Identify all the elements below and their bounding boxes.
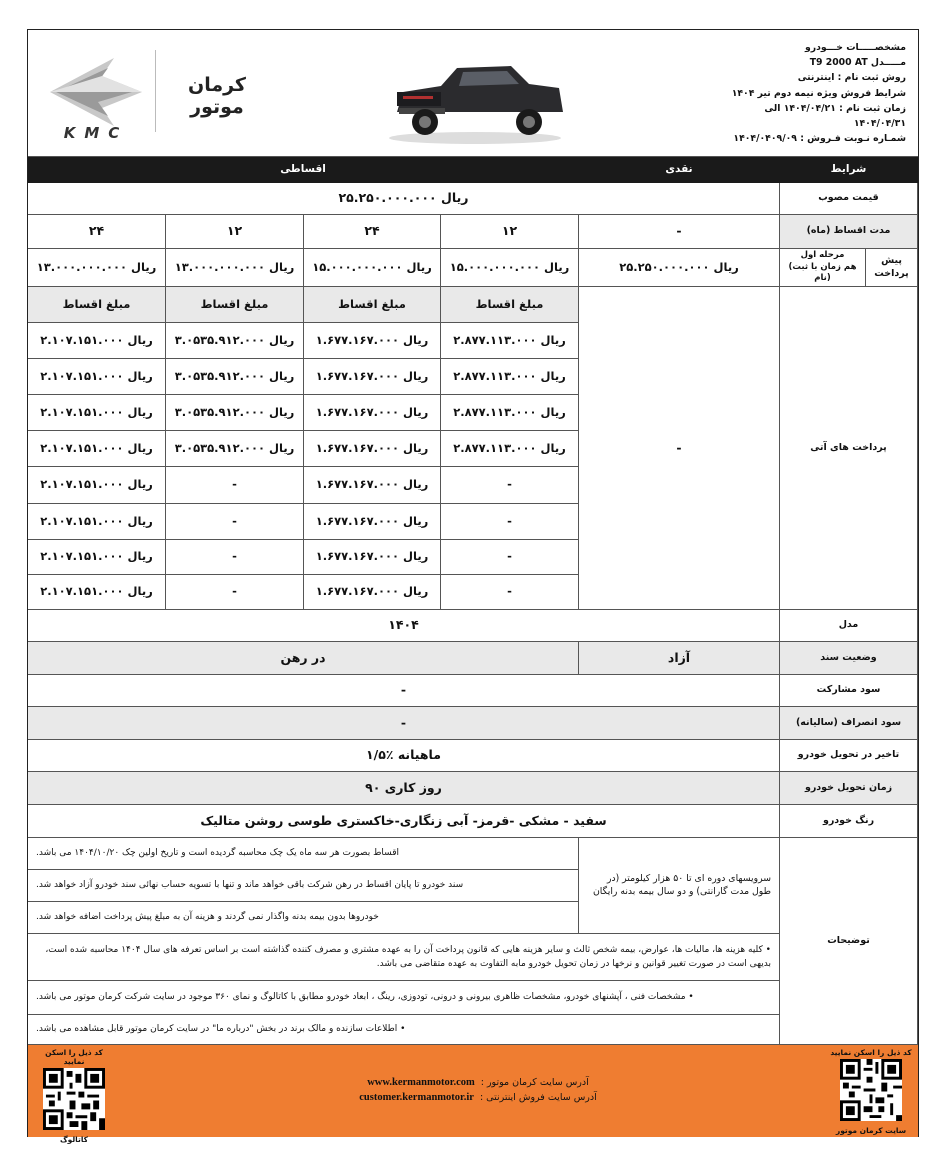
label-delivery-delay: تاخیر در تحویل خودرو <box>780 740 918 772</box>
installment-amount-r8-c2: ۱.۶۷۷.۱۶۷.۰۰۰ ریال <box>304 575 441 610</box>
kmc-wordmark: KMC <box>63 124 129 142</box>
site-scan-label: کد ذیل را اسکن نمایید <box>830 1048 912 1057</box>
label-stage-one <box>780 249 866 287</box>
installment-amount-r2-c1: ۲.۸۷۷.۱۱۳.۰۰۰ ریال <box>441 359 579 395</box>
installment-amount-r4-c1: ۲.۸۷۷.۱۱۳.۰۰۰ ریال <box>441 431 579 467</box>
note-costs: • کلیه هزینه ها، مالیات ها، عوارض، بیمه شخص ثالث و سایر هزینه هایی که قانون پرداخت آن را به عهده مشتری و مصرف کننده گذاشته است بر اساس تعرفه های سال ۱۴۰۴ محاسبه شده است، بدیهی است در صورت تغییر قوانین و نرخها در زمان تحویل خودرو مابه التفاوت به عهده متقاضی می باشد. <box>28 934 780 981</box>
shop-label: آدرس سایت فروش اینترنتی : <box>479 1092 597 1103</box>
label-prepayment: پیش پرداخت <box>866 249 918 287</box>
stage-one-note: (هم زمان با ثبت نام) <box>788 261 857 284</box>
amount-header-3: مبلغ اقساط <box>166 287 304 323</box>
value-participation-profit: - <box>28 675 780 707</box>
installment-amount-r8-c3: - <box>166 575 304 610</box>
label-installment-term: مدت اقساط (ماه) <box>780 215 918 249</box>
catalog-qr-block <box>34 1048 114 1144</box>
label-approved-price: قیمت مصوب <box>780 183 918 215</box>
spec-sale-number: شمـاره نـوبت فـروش : ۱۴۰۴/۰۴۰۹/۰۹ <box>733 133 906 145</box>
label-explanations: توضیحات <box>780 838 918 1045</box>
installment-amount-r4-c2: ۱.۶۷۷.۱۶۷.۰۰۰ ریال <box>304 431 441 467</box>
spec-title: مشخصـــــات خـــودرو <box>805 42 906 53</box>
prepayment-cash: ۲۵.۲۵۰.۰۰۰.۰۰۰ ریال <box>579 249 780 287</box>
site-address-row <box>328 1075 628 1090</box>
installment-amount-r5-c4: ۲.۱۰۷.۱۵۱.۰۰۰ ریال <box>28 467 166 504</box>
logo-divider <box>155 50 156 132</box>
installment-amount-r3-c3: ۳.۰۵۳۵.۹۱۲.۰۰۰ ریال <box>166 395 304 431</box>
prepayment-4: ۱۳.۰۰۰.۰۰۰.۰۰۰ ریال <box>28 249 166 287</box>
kmc-logo <box>42 48 150 140</box>
installment-amount-r6-c4: ۲.۱۰۷.۱۵۱.۰۰۰ ریال <box>28 504 166 540</box>
deed-installment: در رهن <box>28 642 579 675</box>
amount-header-1: مبلغ اقساط <box>441 287 579 323</box>
value-cancellation-profit: - <box>28 707 780 740</box>
note-specifications: • مشخصات فنی ، آپشنهای خودرو، مشخصات ظاهری بیرونی و درونی، تودوزی، رینگ ، ابعاد خودرو مطابق با کاتالوگ و نمای ۳۶۰ موجود در سایت شرکت کرمان موتور می باشد. <box>28 981 780 1015</box>
installment-amount-r1-c3: ۳.۰۵۳۵.۹۱۲.۰۰۰ ریال <box>166 323 304 359</box>
label-car-color: رنگ خودرو <box>780 805 918 838</box>
note-services: سرویسهای دوره ای تا ۵۰ هزار کیلومتر (در طول مدت گارانتی) و دو سال بیمه بدنه رایگان <box>579 838 780 934</box>
installment-amount-r1-c4: ۲.۱۰۷.۱۵۱.۰۰۰ ریال <box>28 323 166 359</box>
term-3: ۱۲ <box>166 215 304 249</box>
installment-amount-r6-c1: - <box>441 504 579 540</box>
installment-amount-r3-c1: ۲.۸۷۷.۱۱۳.۰۰۰ ریال <box>441 395 579 431</box>
label-participation-profit: سود مشارکت <box>780 675 918 707</box>
installment-amount-r2-c2: ۱.۶۷۷.۱۶۷.۰۰۰ ریال <box>304 359 441 395</box>
installment-amount-r6-c3: - <box>166 504 304 540</box>
amount-header-4: مبلغ اقساط <box>28 287 166 323</box>
term-cash: - <box>579 215 780 249</box>
header-area <box>28 30 918 157</box>
term-1: ۱۲ <box>441 215 579 249</box>
label-future-payments: پرداخت های آتی <box>780 287 918 610</box>
catalog-qr-code[interactable] <box>43 1068 105 1130</box>
spec-model: مـــــدل T9 2000 AT <box>809 57 906 69</box>
spec-method: روش ثبت نام : اینترنتی <box>797 72 906 84</box>
spec-registration-time: زمان ثبت نام : ۱۴۰۴/۰۴/۲۱ الی ۱۴۰۴/۰۴/۳۱ <box>764 102 906 130</box>
value-car-colors: سفید - مشکی -قرمز- آبی زنگاری-خاکستری طوسی روشن متالیک <box>28 805 780 838</box>
note-manufacturer-info: • اطلاعات سازنده و مالک برند در بخش "درباره ما" در سایت کرمان موتور قابل مشاهده می باشد. <box>28 1015 780 1045</box>
spec-conditions: شرایط فروش ویژه نیمه دوم تیر ۱۴۰۴ <box>731 87 906 99</box>
label-deed-status: وضعیت سند <box>780 642 918 675</box>
shop-address-row <box>328 1090 628 1105</box>
site-qr-block <box>828 1048 914 1135</box>
catalog-scan-label: کد ذیل را اسکن نمایید <box>45 1048 103 1066</box>
installment-amount-r7-c2: ۱.۶۷۷.۱۶۷.۰۰۰ ریال <box>304 540 441 575</box>
installment-amount-r1-c2: ۱.۶۷۷.۱۶۷.۰۰۰ ریال <box>304 323 441 359</box>
footer <box>28 1045 918 1144</box>
label-delivery-time: زمان تحویل خودرو <box>780 772 918 805</box>
installment-amount-r6-c2: ۱.۶۷۷.۱۶۷.۰۰۰ ریال <box>304 504 441 540</box>
note-deed-release: سند خودرو تا پایان اقساط در رهن شرکت باقی خواهد ماند و تنها با تسویه حساب نهائی سند خودرو آزاد خواهد شد. <box>28 870 579 902</box>
installment-amount-r7-c3: - <box>166 540 304 575</box>
installment-amount-r5-c2: ۱.۶۷۷.۱۶۷.۰۰۰ ریال <box>304 467 441 504</box>
shop-url[interactable]: customer.kermanmotor.ir <box>359 1092 474 1103</box>
catalog-caption: کاتالوگ <box>59 1135 88 1144</box>
label-cancellation-profit: سود انصراف (سالیانه) <box>780 707 918 740</box>
footer-addresses <box>328 1075 628 1105</box>
value-delivery-delay: ۱/۵٪ ماهیانه <box>28 740 780 772</box>
prepayment-3: ۱۳.۰۰۰.۰۰۰.۰۰۰ ریال <box>166 249 304 287</box>
value-model: ۱۴۰۴ <box>28 610 780 642</box>
site-qr-code[interactable] <box>840 1059 902 1121</box>
spec-block <box>716 40 906 146</box>
installment-amount-r5-c3: - <box>166 467 304 504</box>
future-cash: - <box>579 287 780 610</box>
installment-amount-r4-c3: ۳.۰۵۳۵.۹۱۲.۰۰۰ ریال <box>166 431 304 467</box>
term-2: ۲۴ <box>304 215 441 249</box>
installment-amount-r5-c1: - <box>441 467 579 504</box>
pickup-truck-image <box>383 46 568 146</box>
site-caption: سایت کرمان موتور <box>835 1126 907 1135</box>
term-4: ۲۴ <box>28 215 166 249</box>
stage-one-title: مرحله اول <box>800 250 845 261</box>
hdr-conditions: شرایط <box>780 157 918 183</box>
company-name: کرمان موتور <box>188 74 246 118</box>
installment-amount-r8-c1: - <box>441 575 579 610</box>
installment-amount-r8-c4: ۲.۱۰۷.۱۵۱.۰۰۰ ریال <box>28 575 166 610</box>
note-body-insurance: خودروها بدون بیمه بدنه واگذار نمی گردند و هزینه آن به مبلغ پیش پرداخت اضافه خواهد شد. <box>28 902 579 934</box>
installment-amount-r7-c4: ۲.۱۰۷.۱۵۱.۰۰۰ ریال <box>28 540 166 575</box>
hdr-installment: اقساطی <box>28 157 579 183</box>
installment-amount-r2-c3: ۳.۰۵۳۵.۹۱۲.۰۰۰ ریال <box>166 359 304 395</box>
amount-header-2: مبلغ اقساط <box>304 287 441 323</box>
hdr-cash: نقدی <box>579 157 780 183</box>
prepayment-2: ۱۵.۰۰۰.۰۰۰.۰۰۰ ریال <box>304 249 441 287</box>
installment-amount-r3-c4: ۲.۱۰۷.۱۵۱.۰۰۰ ریال <box>28 395 166 431</box>
site-url[interactable]: www.kermanmotor.com <box>367 1077 475 1088</box>
value-delivery-time: ۹۰ روز کاری <box>28 772 780 805</box>
value-approved-price: ۲۵.۲۵۰.۰۰۰.۰۰۰ ریال <box>28 183 780 215</box>
installment-amount-r2-c4: ۲.۱۰۷.۱۵۱.۰۰۰ ریال <box>28 359 166 395</box>
installment-amount-r3-c2: ۱.۶۷۷.۱۶۷.۰۰۰ ریال <box>304 395 441 431</box>
note-installment-schedule: اقساط بصورت هر سه ماه یک چک محاسبه گردیده است و تاریخ اولین چک ۱۴۰۴/۱۰/۲۰ می باشد. <box>28 838 579 870</box>
site-label: آدرس سایت کرمان موتور : <box>480 1077 589 1088</box>
installment-amount-r4-c4: ۲.۱۰۷.۱۵۱.۰۰۰ ریال <box>28 431 166 467</box>
price-sheet <box>27 29 919 1144</box>
deed-cash: آزاد <box>579 642 780 675</box>
label-model: مدل <box>780 610 918 642</box>
prepayment-1: ۱۵.۰۰۰.۰۰۰.۰۰۰ ریال <box>441 249 579 287</box>
installment-amount-r7-c1: - <box>441 540 579 575</box>
installment-amount-r1-c1: ۲.۸۷۷.۱۱۳.۰۰۰ ریال <box>441 323 579 359</box>
